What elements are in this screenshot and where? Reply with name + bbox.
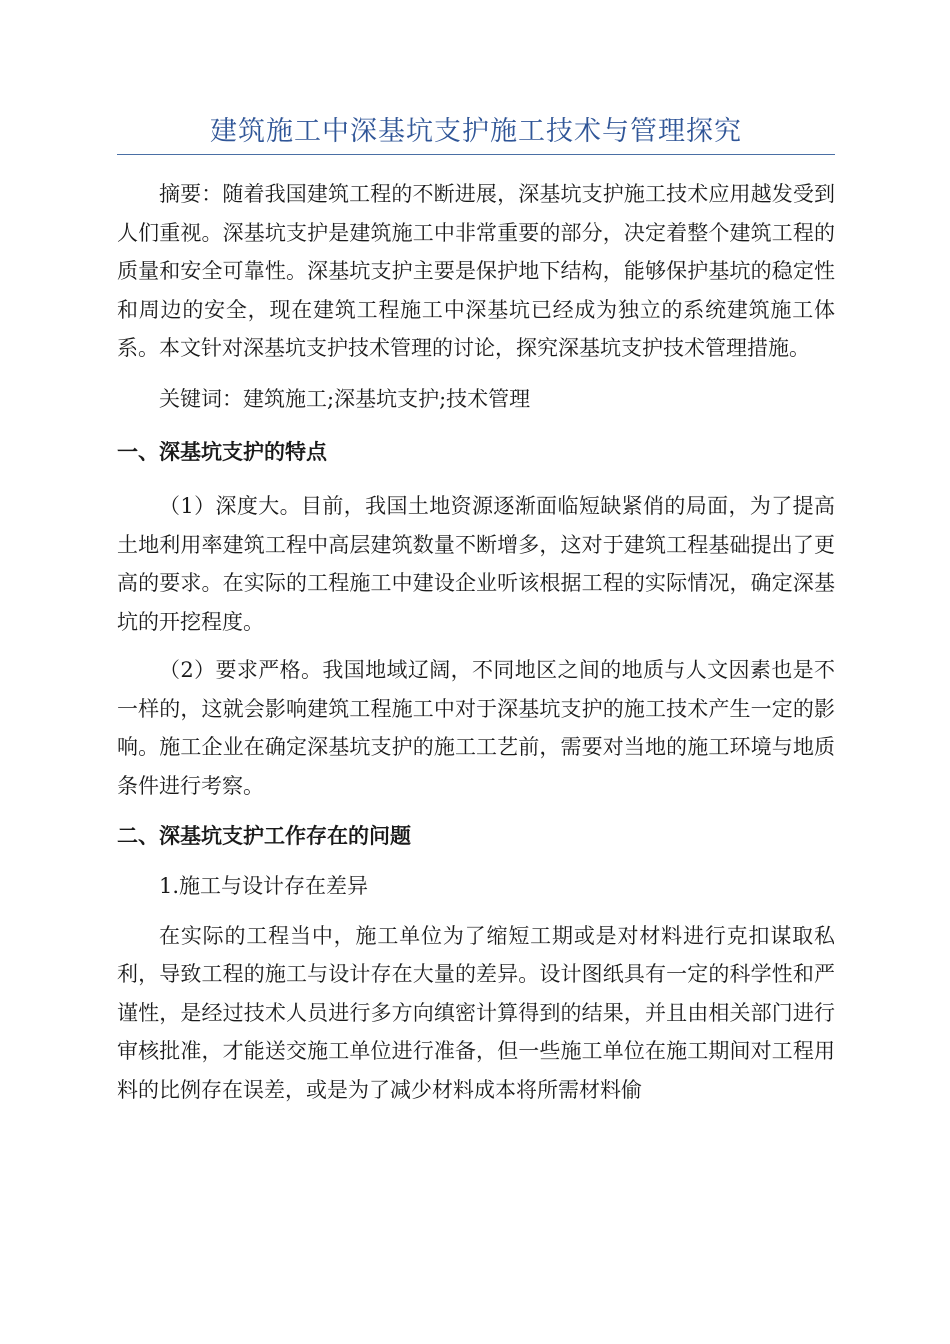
section1-paragraph-2: （2）要求严格。我国地域辽阔，不同地区之间的地质与人文因素也是不一样的，这就会影响建筑工程施工中对于深基坑支护的施工技术产生一定的影响。施工企业在确定深基坑支护的施工工艺前，需要对当地的施工环境与地质条件进行考察。 bbox=[117, 658, 835, 798]
document-page bbox=[117, 112, 835, 1109]
section-heading-1: 一、深基坑支护的特点 bbox=[117, 439, 327, 464]
section2-subheading: 1.施工与设计存在差异 bbox=[159, 874, 369, 898]
section-heading-2: 二、深基坑支护工作存在的问题 bbox=[117, 823, 411, 848]
abstract-paragraph: 摘要：随着我国建筑工程的不断进展，深基坑支护施工技术应用越发受到人们重视。深基坑支护是建筑施工中非常重要的部分，决定着整个建筑工程的质量和安全可靠性。深基坑支护主要是保护地下结构，能够保护基坑的稳定性和周边的安全，现在建筑工程施工中深基坑已经成为独立的系统建筑施工体系。本文针对深基坑支护技术管理的讨论，探究深基坑支护技术管理措施。 bbox=[117, 182, 835, 360]
keywords-paragraph: 关键词：建筑施工;深基坑支护;技术管理 bbox=[159, 386, 531, 411]
section1-paragraph-1: （1）深度大。目前，我国土地资源逐渐面临短缺紧俏的局面，为了提高土地利用率建筑工程中高层建筑数量不断增多，这对于建筑工程基础提出了更高的要求。在实际的工程施工中建设企业听该根据工程的实际情况，确定深基坑的开挖程度。 bbox=[117, 494, 835, 634]
document-title: 建筑施工中深基坑支护施工技术与管理探究 bbox=[117, 112, 835, 155]
section2-paragraph-1: 在实际的工程当中，施工单位为了缩短工期或是对材料进行克扣谋取私利，导致工程的施工与设计存在大量的差异。设计图纸具有一定的科学性和严谨性，是经过技术人员进行多方向缜密计算得到的结果，并且由相关部门进行审核批准，才能送交施工单位进行准备，但一些施工单位在施工期间对工程用料的比例存在误差，或是为了减少材料成本将所需材料偷 bbox=[117, 923, 835, 1102]
